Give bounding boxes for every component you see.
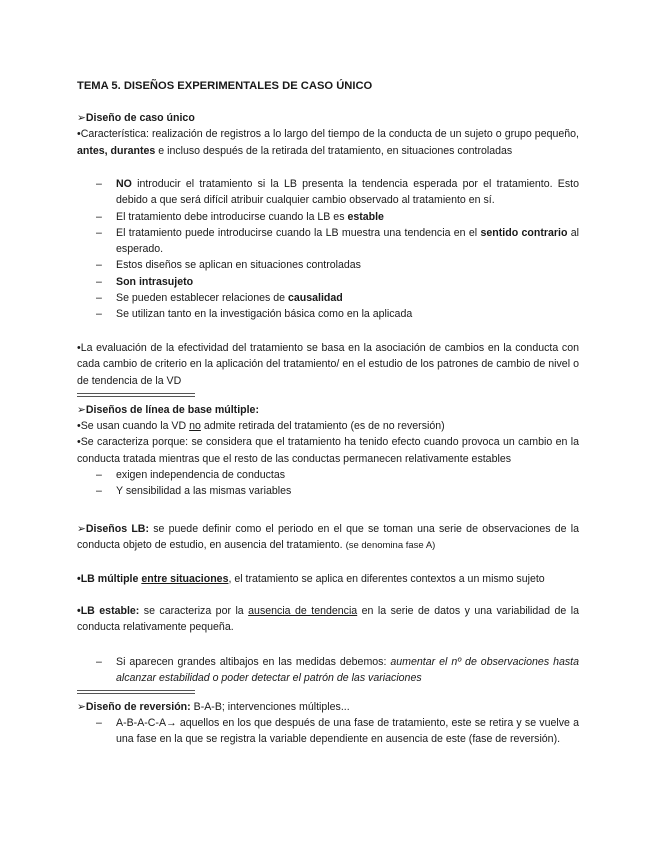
section-heading: ➢Diseños de línea de base múltiple: — [77, 403, 259, 416]
arrow-bullet-icon: ➢ — [77, 112, 86, 124]
list-item: – El tratamiento puede introducirse cuando la LB muestra una tendencia en el sentido contrario al esperado. — [77, 225, 579, 258]
list-item: – Si aparecen grandes altibajos en las medidas debemos: aumentar el nº de observaciones hasta alcanzar estabilidad o poder detectar el patrón de las variaciones — [77, 654, 579, 687]
list-item: – Y sensibilidad a las mismas variables — [77, 483, 579, 499]
section-altibajos — [77, 654, 579, 747]
section-heading: ➢Diseño de caso único — [77, 112, 195, 124]
divider — [77, 393, 195, 397]
paragraph-characteristic: •Característica: realización de registros a lo largo del tiempo de la conducta de un sujeto o grupo pequeño, antes, durantes e incluso después de la retirada del tratamiento, en situaciones controladas — [77, 128, 579, 157]
section-evaluation — [77, 340, 579, 500]
list-item: – exigen independencia de conductas — [77, 467, 579, 483]
list-item: – A-B-A-C-A→ aquellos en los que después de una fase de tratamiento, este se retira y se vuelve a una fase en la que se registra la variable dependiente en ausencia de este (fase de reversión). — [77, 715, 579, 748]
page-title: TEMA 5. DISEÑOS EXPERIMENTALES DE CASO ÚNICO — [77, 80, 373, 92]
paragraph-characterized: •Se caracteriza porque: se considera que el tratamiento ha tenido efecto cuando provoca un cambio en la conducta tratada mientras que el resto de las conductas permanecen relativamente estables — [77, 436, 579, 465]
list-item: – Se pueden establecer relaciones de causalidad — [77, 290, 579, 306]
arrow-bullet-icon: ➢ — [77, 523, 86, 535]
arrow-bullet-icon: ➢ — [77, 700, 86, 713]
paragraph-lb-designs: ➢Diseños LB: se puede definir como el periodo en el que se toman una serie de observaciones de la conducta objeto de estudio, en ausencia del tratamiento. (se denomina fase A) — [77, 523, 579, 552]
list-item: – Se utilizan tanto en la investigación básica como en la aplicada — [77, 306, 579, 322]
paragraph-lb-multiple: •LB múltiple entre situaciones, el tratamiento se aplica en diferentes contextos a un mismo sujeto — [77, 573, 545, 585]
section-heading: ➢Diseño de reversión: B-A-B; intervenciones múltiples... — [77, 700, 350, 713]
divider — [77, 690, 195, 694]
paragraph-evaluation: •La evaluación de la efectividad del tratamiento se basa en la asociación de cambios en la conducta con cada cambio de criterio en la aplicación del tratamiento/ en el estudio de los patrones de cambio de nivel o de tendencia de la VD — [77, 342, 579, 387]
list-item: – Estos diseños se aplican en situaciones controladas — [77, 257, 579, 273]
paragraph-lb-stable: •LB estable: se caracteriza por la ausencia de tendencia en la serie de datos y una variabilidad de la conducta relativamente pequeña. — [77, 605, 580, 634]
list-single-case — [77, 176, 579, 323]
paragraph-no-reversal: •Se usan cuando la VD no admite retirada del tratamiento (es de no reversión) — [77, 420, 445, 433]
list-item: – El tratamiento debe introducirse cuando la LB es estable — [77, 209, 579, 225]
arrow-bullet-icon: ➢ — [77, 403, 86, 416]
list-item: – Son intrasujeto — [77, 274, 579, 290]
list-item: – NO introducir el tratamiento si la LB presenta la tendencia esperada por el tratamiento. Esto debido a que será difícil atribuir cualquier cambio observado al tratamiento en sí. — [77, 176, 579, 209]
section-single-case — [77, 110, 579, 159]
